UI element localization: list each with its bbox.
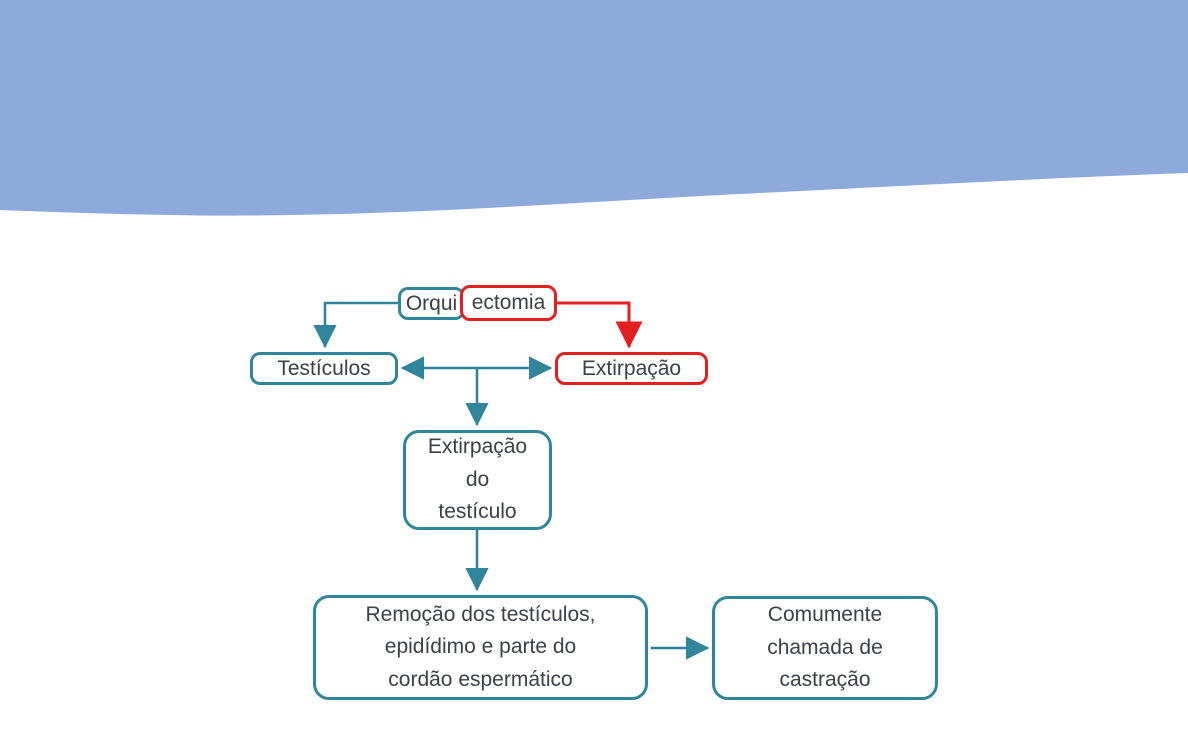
arrow-ectomia-to-extirpacao — [557, 303, 629, 347]
node-testiculos-label: Testículos — [277, 356, 371, 380]
node-comumente — [712, 596, 938, 700]
node-remocao — [313, 595, 648, 700]
node-extirpacao-do-testiculo — [403, 430, 552, 530]
node-extirpacao — [555, 352, 708, 385]
node-orqui — [398, 287, 465, 320]
node-comumente-line2: chamada de — [767, 635, 883, 659]
banner-wave-shape — [0, 0, 1188, 222]
node-testiculos — [250, 352, 398, 385]
node-remocao-line1: Remoção dos testículos, — [365, 602, 596, 626]
node-ectomia — [460, 285, 557, 321]
node-orqui-label: Orqui — [405, 291, 458, 315]
node-ectomia-label: ectomia — [471, 291, 546, 315]
node-remocao-line3: cordão espermático — [388, 667, 573, 691]
node-remocao-line2: epidídimo e parte do — [384, 635, 577, 659]
node-extirpacao-label: Extirpação — [581, 356, 682, 380]
node-extirpacao-do-testiculo-line1: Extirpação — [427, 435, 528, 459]
arrow-orqui-to-testiculos — [325, 303, 398, 347]
node-extirpacao-do-testiculo-line2: do — [465, 467, 490, 491]
node-comumente-line1: Comumente — [767, 603, 883, 627]
node-comumente-line3: castração — [779, 668, 871, 692]
node-extirpacao-do-testiculo-line3: testículo — [438, 500, 517, 524]
